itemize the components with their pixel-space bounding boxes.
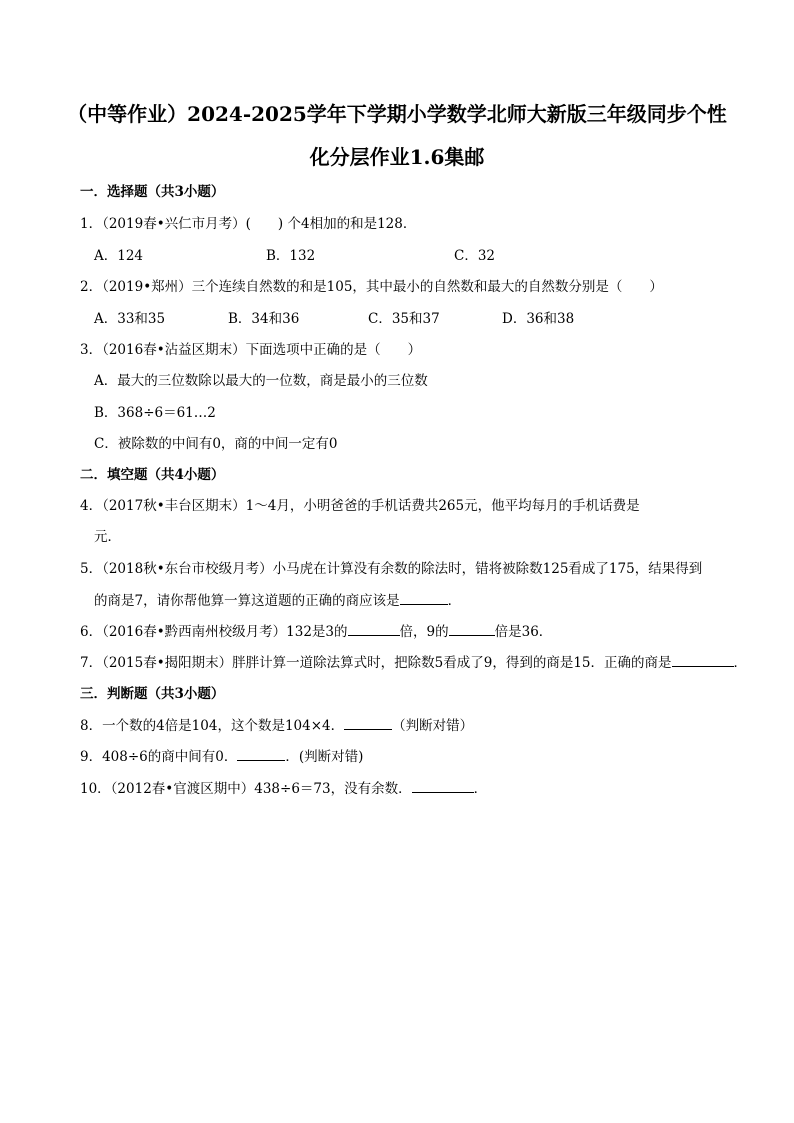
question-5-line-1: 5．（2018秋•东台市校级月考）小马虎在计算没有余数的除法时，错将被除数125看成了175，结果得到 xyxy=(80,561,703,577)
question-1-option-b: B．132 xyxy=(266,248,316,264)
question-9-answer-blank[interactable] xyxy=(237,746,285,761)
question-2-stem: 2．（2019•郑州）三个连续自然数的和是105，其中最小的自然数和最大的自然数分别是（ ） xyxy=(80,279,663,295)
question-4-line-2: 元． xyxy=(94,529,121,545)
question-7-end: ． xyxy=(733,655,748,671)
question-6-text-c: 倍是36． xyxy=(494,624,553,640)
question-3-stem: 3．（2016春•沾益区期末）下面选项中正确的是（ ） xyxy=(80,342,422,358)
question-7 xyxy=(80,652,748,673)
question-5-text: 的商是7，请你帮他算一算这道题的正确的商应该是 xyxy=(94,593,400,609)
question-6-text-b: 倍，9的 xyxy=(399,624,449,640)
question-1-option-a: A．124 xyxy=(94,248,144,264)
question-2-option-b: B．34和36 xyxy=(228,311,300,327)
question-10 xyxy=(80,778,720,799)
question-9 xyxy=(80,746,720,767)
question-3-option-b: B．368÷6＝61…2 xyxy=(94,405,216,421)
question-10-text: 10．（2012春•官渡区期中）438÷6＝73，没有余数． xyxy=(80,781,412,797)
question-4-line-1: 4．（2017秋•丰台区期末）1～4月，小明爸爸的手机话费共265元，他平均每月的手机话费是 xyxy=(80,498,640,514)
question-5-line-2 xyxy=(94,590,734,611)
question-2-option-a: A．33和35 xyxy=(94,311,166,327)
question-10-answer-blank[interactable] xyxy=(412,778,474,793)
question-8-text: 8．一个数的4倍是104，这个数是104×4． xyxy=(80,718,345,734)
question-8-end: （判断对错） xyxy=(392,718,474,734)
question-3-option-c: C．被除数的中间有0，商的中间一定有0 xyxy=(94,436,338,452)
question-5-end: ． xyxy=(447,593,462,609)
document-title-line-1: （中等作业）2024-2025学年下学期小学数学北师大新版三年级同步个性 xyxy=(67,102,727,126)
question-9-text: 9．408÷6的商中间有0． xyxy=(80,749,238,765)
question-10-end: ． xyxy=(473,781,488,797)
question-8-answer-blank[interactable] xyxy=(344,715,392,730)
question-6-text-a: 6．（2016春•黔西南州校级月考）132是3的 xyxy=(80,624,348,640)
question-7-text: 7．（2015春•揭阳期末）胖胖计算一道除法算式时，把除数5看成了9，得到的商是15．正确的商是 xyxy=(80,655,672,671)
question-6-answer-blank-1[interactable] xyxy=(348,621,400,636)
question-9-end: ．(判断对错) xyxy=(285,749,364,765)
question-1-stem: 1．（2019春•兴仁市月考）( ) 个4相加的和是128． xyxy=(80,216,417,232)
question-2-option-c: C．35和37 xyxy=(368,311,440,327)
section-heading-choice: 一．选择题（共3小题） xyxy=(80,184,225,200)
section-heading-fill-in: 二．填空题（共4小题） xyxy=(80,467,225,483)
question-7-answer-blank[interactable] xyxy=(672,652,734,667)
section-heading-true-false: 三．判断题（共3小题） xyxy=(80,686,225,702)
question-8 xyxy=(80,715,720,736)
question-1-option-c: C．32 xyxy=(454,248,496,264)
question-6-answer-blank-2[interactable] xyxy=(449,621,495,636)
question-6 xyxy=(80,621,720,642)
document-title-line-2: 化分层作业1.6集邮 xyxy=(309,145,485,169)
question-5-answer-blank[interactable] xyxy=(400,590,448,605)
question-2-option-d: D．36和38 xyxy=(502,311,575,327)
question-3-option-a: A．最大的三位数除以最大的一位数，商是最小的三位数 xyxy=(94,373,428,389)
